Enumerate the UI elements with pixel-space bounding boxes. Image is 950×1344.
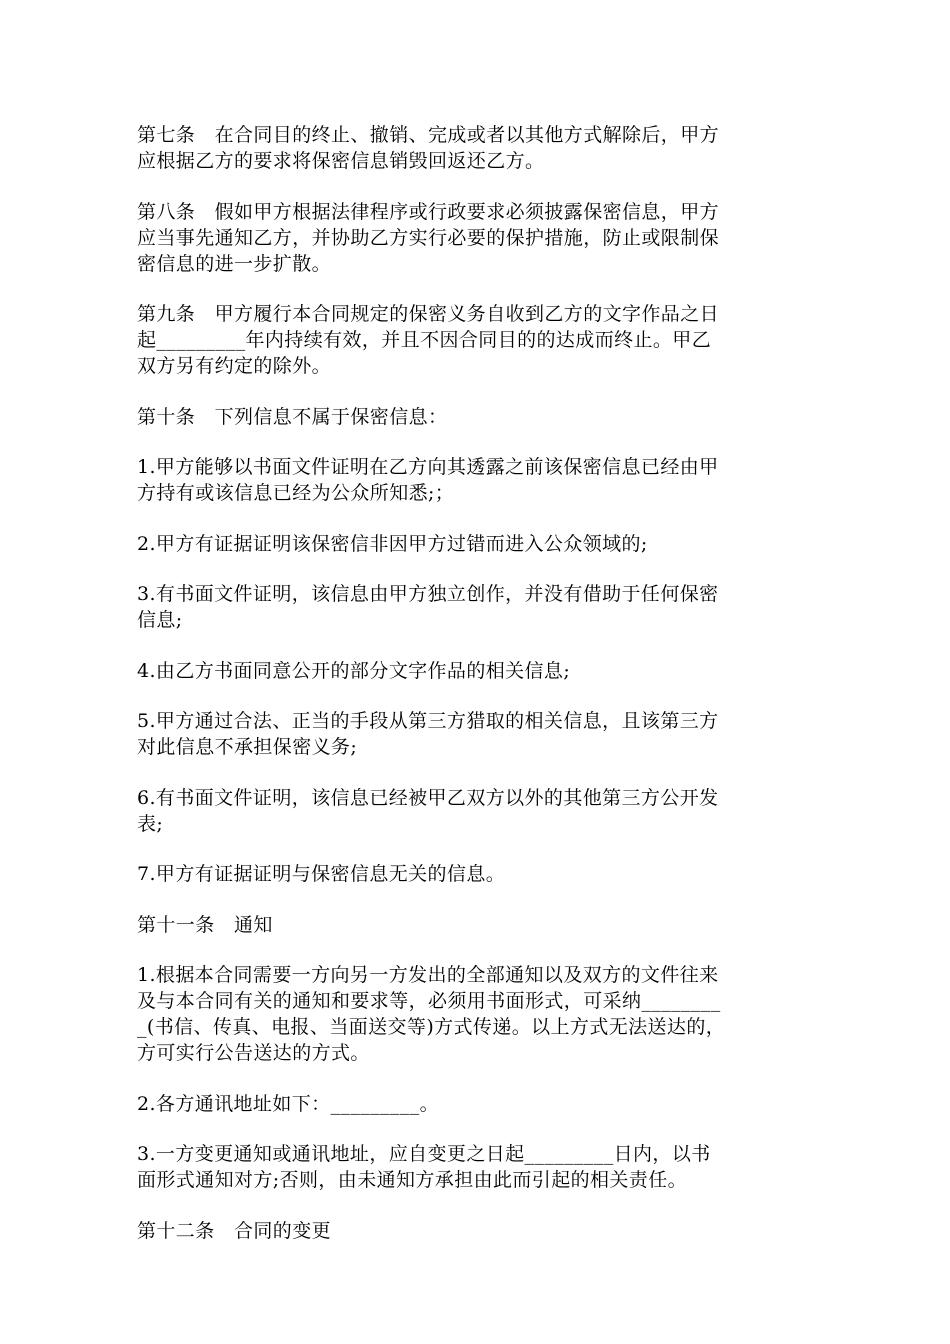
paragraph-art12 [137, 1218, 827, 1244]
text-line: 密信息的进一步扩散。 [137, 252, 332, 275]
text-line: _(书信、传真、电报、当面送交等)方式传递。以上方式无法送达的， [137, 1016, 726, 1038]
text-line: 及与本合同有关的通知和要求等，必须用书面形式，可采纳________ [137, 990, 721, 1012]
text-line: 表; [137, 812, 164, 835]
text-line: 对此信息不承担保密义务; [137, 736, 358, 758]
text-line: 7.甲方有证据证明与保密信息无关的信息。 [137, 863, 506, 885]
paragraph-art11-1 [137, 962, 827, 1066]
paragraph-art11-2 [137, 1091, 827, 1117]
text-line: 方持有或该信息已经为公众所知悉;； [137, 482, 455, 504]
text-line: 第七条 在合同目的终止、撤销、完成或者以其他方式解除后，甲方 [137, 124, 720, 146]
text-line: 1.甲方能够以书面文件证明在乙方向其透露之前该保密信息已经由甲 [137, 456, 719, 478]
text-line: 应当事先通知乙方，并协助乙方实行必要的保护措施，防止或限制保 [137, 226, 720, 249]
text-line: 第十条 下列信息不属于保密信息： [137, 405, 448, 428]
paragraph-art8 [137, 199, 827, 277]
paragraph-art10-6 [137, 785, 827, 837]
document-page [137, 122, 827, 1268]
text-line: 第十二条 合同的变更 [137, 1219, 332, 1242]
text-line: 2.各方通讯地址如下：_________。 [137, 1092, 440, 1115]
paragraph-art9 [137, 301, 827, 379]
text-line: 第八条 假如甲方根据法律程序或行政要求必须披露保密信息，甲方 [137, 200, 720, 223]
text-line: 第九条 甲方履行本合同规定的保密义务自收到乙方的文字作品之日 [137, 303, 720, 325]
text-line: 1.根据本合同需要一方向另一方发出的全部通知以及双方的文件往来 [137, 964, 719, 986]
paragraph-art10-2 [137, 531, 827, 557]
text-line: 起_________年内持续有效，并且不因合同目的的达成而终止。甲乙 [137, 329, 712, 351]
paragraph-art7 [137, 122, 827, 174]
text-line: 5.甲方通过合法、正当的手段从第三方猎取的相关信息，且该第三方 [137, 710, 719, 732]
text-line: 方可实行公告送达的方式。 [137, 1042, 370, 1064]
text-line: 双方另有约定的除外。 [137, 355, 332, 377]
text-line: 应根据乙方的要求将保密信息销毁回返还乙方。 [137, 150, 545, 172]
text-line: 2.甲方有证据证明该保密信非因甲方过错而进入公众领域的; [137, 532, 648, 555]
text-line: 面形式通知对方;否则，由未通知方承担由此而引起的相关责任。 [137, 1169, 688, 1191]
paragraph-art10-7 [137, 861, 827, 887]
paragraph-art10 [137, 404, 827, 430]
text-line: 6.有书面文件证明，该信息已经被甲乙双方以外的其他第三方公开发 [137, 786, 719, 809]
paragraph-art10-5 [137, 708, 827, 760]
paragraph-art11 [137, 912, 827, 938]
paragraph-art10-4 [137, 658, 827, 684]
text-line: 信息; [137, 609, 183, 631]
paragraph-art11-3 [137, 1141, 827, 1193]
text-line: 3.有书面文件证明，该信息由甲方独立创作，并没有借助于任何保密 [137, 583, 719, 605]
text-line: 第十一条 通知 [137, 913, 273, 936]
paragraph-art10-3 [137, 581, 827, 633]
paragraph-art10-1 [137, 454, 827, 506]
text-line: 3.一方变更通知或通讯地址，应自变更之日起_________日内，以书 [137, 1143, 711, 1165]
text-line: 4.由乙方书面同意公开的部分文字作品的相关信息; [137, 659, 571, 682]
